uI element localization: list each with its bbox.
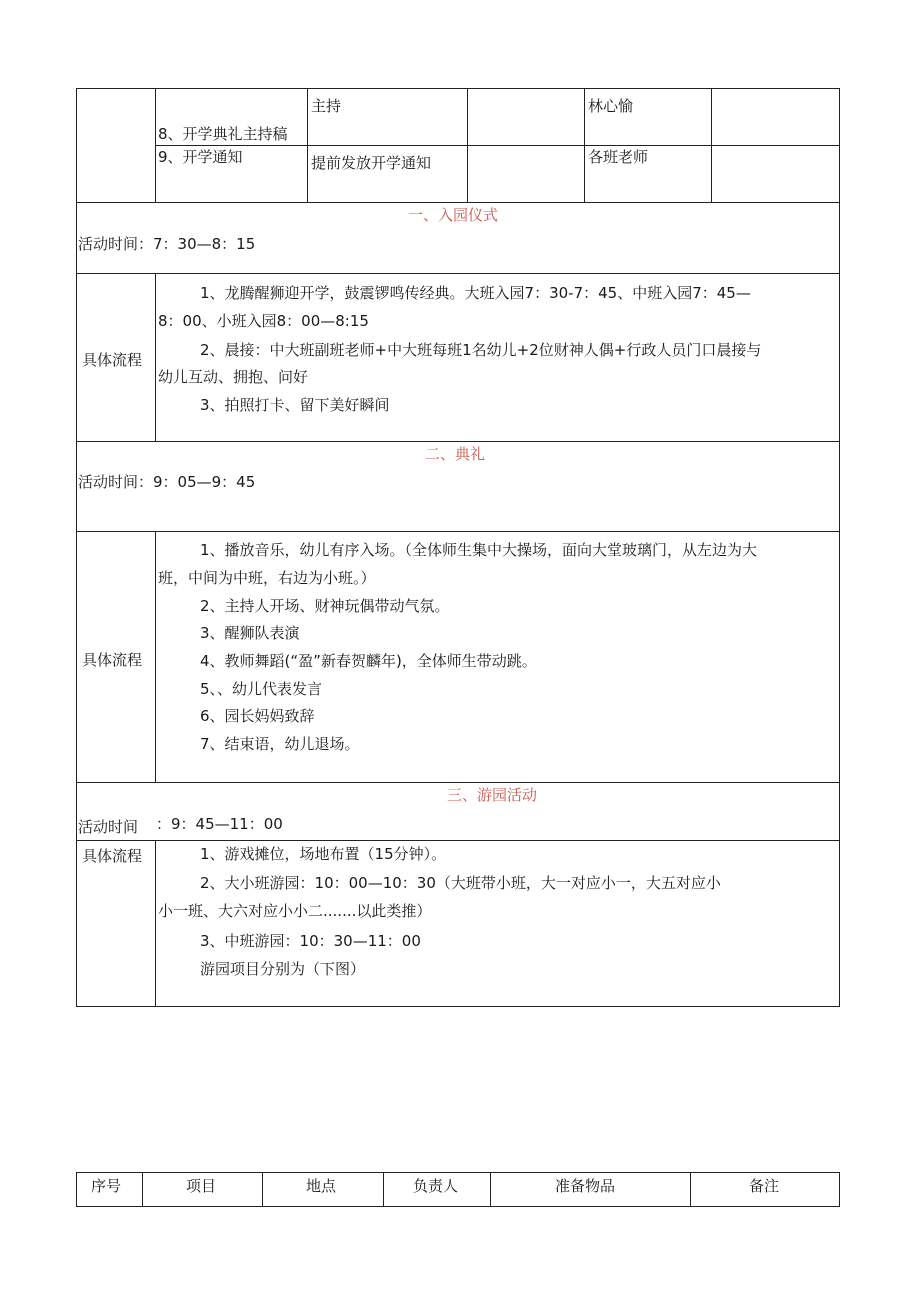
- person-cell: 林心愉: [588, 97, 634, 115]
- flow-step: 3、醒狮队表演: [200, 624, 300, 642]
- section-title: 二、典礼: [425, 445, 486, 463]
- task-cell: 8、开学典礼主持稿: [158, 125, 288, 143]
- column-header-owner: 负责人: [413, 1177, 459, 1195]
- activity-time: 活动时间：7：30—8：15: [78, 235, 256, 253]
- flow-step: 7、结束语，幼儿退场。: [200, 735, 360, 753]
- flow-label: 具体流程: [82, 351, 143, 369]
- activity-time: 活动时间：9：05—9：45: [78, 473, 256, 491]
- flow-step: 小一班、大六对应小小二.......以此类推）: [158, 902, 432, 920]
- flow-step: 班，中间为中班，右边为小班。）: [158, 569, 376, 587]
- flow-step: 3、中班游园：10：30—11：00: [200, 932, 421, 950]
- flow-label: 具体流程: [82, 847, 143, 865]
- flow-step: 幼儿互动、拥抱、问好: [158, 368, 309, 386]
- flow-step: 1、龙腾醒狮迎开学，鼓震锣鸣传经典。大班入园7：30-7：45、中班入园7：45—: [200, 284, 751, 302]
- person-cell: 各班老师: [588, 148, 649, 166]
- flow-step: 游园项目分别为（下图）: [200, 960, 366, 978]
- column-header-materials: 准备物品: [555, 1177, 616, 1195]
- activity-time-label: 活动时间: [78, 818, 139, 836]
- section-title: 一、入园仪式: [408, 206, 499, 224]
- flow-step: 4、教师舞蹈(“盈”新春贺麟年)，全体师生带动跳。: [200, 652, 537, 670]
- flow-step: 6、园长妈妈致辞: [200, 707, 315, 725]
- flow-step: 5、、幼儿代表发言: [200, 680, 323, 698]
- flow-step: 2、主持人开场、财神玩偶带动气氛。: [200, 597, 450, 615]
- flow-label: 具体流程: [82, 651, 143, 669]
- task-cell: 9、开学通知: [158, 148, 243, 166]
- flow-step: 8：00、小班入园8：00—8:15: [158, 312, 369, 330]
- flow-step: 1、游戏摊位，场地布置（15分钟）。: [200, 845, 447, 863]
- column-header-index: 序号: [91, 1177, 122, 1195]
- content-cell: 提前发放开学通知: [311, 154, 432, 172]
- column-header-location: 地点: [306, 1177, 337, 1195]
- flow-step: 3、拍照打卡、留下美好瞬间: [200, 396, 390, 414]
- flow-step: 2、晨接：中大班副班老师+中大班每班1名幼儿+2位财神人偶+行政人员门口晨接与: [200, 341, 762, 359]
- column-header-project: 项目: [186, 1177, 217, 1195]
- activity-time-value: ：9：45—11：00: [156, 815, 283, 833]
- section-title: 三、游园活动: [447, 786, 538, 804]
- column-header-notes: 备注: [749, 1177, 780, 1195]
- flow-step: 2、大小班游园：10：00—10：30（大班带小班，大一对应小一，大五对应小: [200, 874, 721, 892]
- content-cell: 主持: [311, 97, 342, 115]
- flow-step: 1、播放音乐，幼儿有序入场。（全体师生集中大操场，面向大堂玻璃门，从左边为大: [200, 541, 758, 559]
